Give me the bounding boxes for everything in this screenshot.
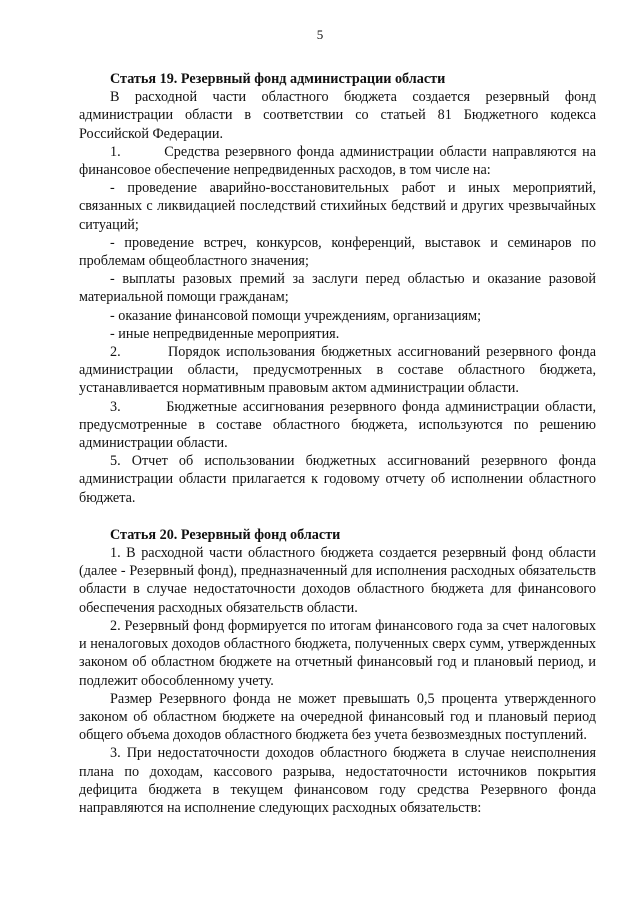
article-19-bullet: - оказание финансовой помощи учреждениям, организациям; [110,307,482,324]
article-20-item-1: 1. В расходной части областного бюджета создается резервный фонд области (далее - Резервный фонд), предназначенный для исполнения расходных обязательств области в случае недостаточности доходов областного бюджета для финансового обеспечения расходных обязательств области. [79,545,596,616]
page-number: 5 [316,27,324,42]
article-19-item-5: 5. Отчет об использовании бюджетных ассигнований резервного фонда администрации области прилагается к годовому отчету об исполнении областного бюджета. [79,453,596,506]
article-19-item-2: 2. Порядок использования бюджетных ассигнований резервного фонда администрации области, предусмотренных в составе областного бюджета, устанавливается нормативным правовым актом администрации области. [79,344,596,397]
article-19-title: Статья 19. Резервный фонд администрации области [110,71,446,87]
article-20-item-3: 3. При недостаточности доходов областного бюджета в случае неисполнения плана по доходам, кассового разрыва, недостаточности источников покрытия дефицита бюджета в текущем финансовом году средства Резервного фонда направляются на исполнение следующих расходных обязательств: [79,745,596,816]
article-19-bullet: - проведение аварийно-восстановительных работ и иных мероприятий, связанных с ликвидацией последствий стихийных бедствий и других чрезвычайных ситуаций; [79,180,596,233]
article-20-item-2: 2. Резервный фонд формируется по итогам финансового года за счет налоговых и неналоговых доходов областного бюджета, полученных сверх сумм, утвержденных законом об областном бюджете на отчетный финансовый год и плановый период, и подлежит обособленному учету. [79,617,596,689]
article-19-bullet: - иные непредвиденные мероприятия. [110,325,340,342]
article-19-bullet: - выплаты разовых премий за заслуги перед областью и оказание разовой материальной помощи гражданам; [79,271,596,306]
article-20-size-limit: Размер Резервного фонда не может превышать 0,5 процента утвержденного законом об областном бюджете на очередной финансовый год и плановый период общего объема доходов областного бюджета без учета безвозмездных поступлений. [79,690,596,744]
article-19-item-1: 1. Средства резервного фонда администрации области направляются на финансовое обеспечение непредвиденных расходов, в том числе на: [79,143,596,179]
section-spacer [79,507,596,526]
article-19-item-3: 3. Бюджетные ассигнования резервного фонда администрации области, предусмотренные в составе областного бюджета, используются по решению администрации области. [79,398,596,452]
article-19-intro: В расходной части областного бюджета создается резервный фонд администрации области в соответствии со статьей 81 Бюджетного кодекса Российской Федерации. [79,89,596,142]
article-20-title: Статья 20. Резервный фонд области [110,526,341,543]
document-body [79,70,596,817]
article-19-bullet: - проведение встреч, конкурсов, конференций, выставок и семинаров по проблемам общеобластного значения; [79,234,596,270]
